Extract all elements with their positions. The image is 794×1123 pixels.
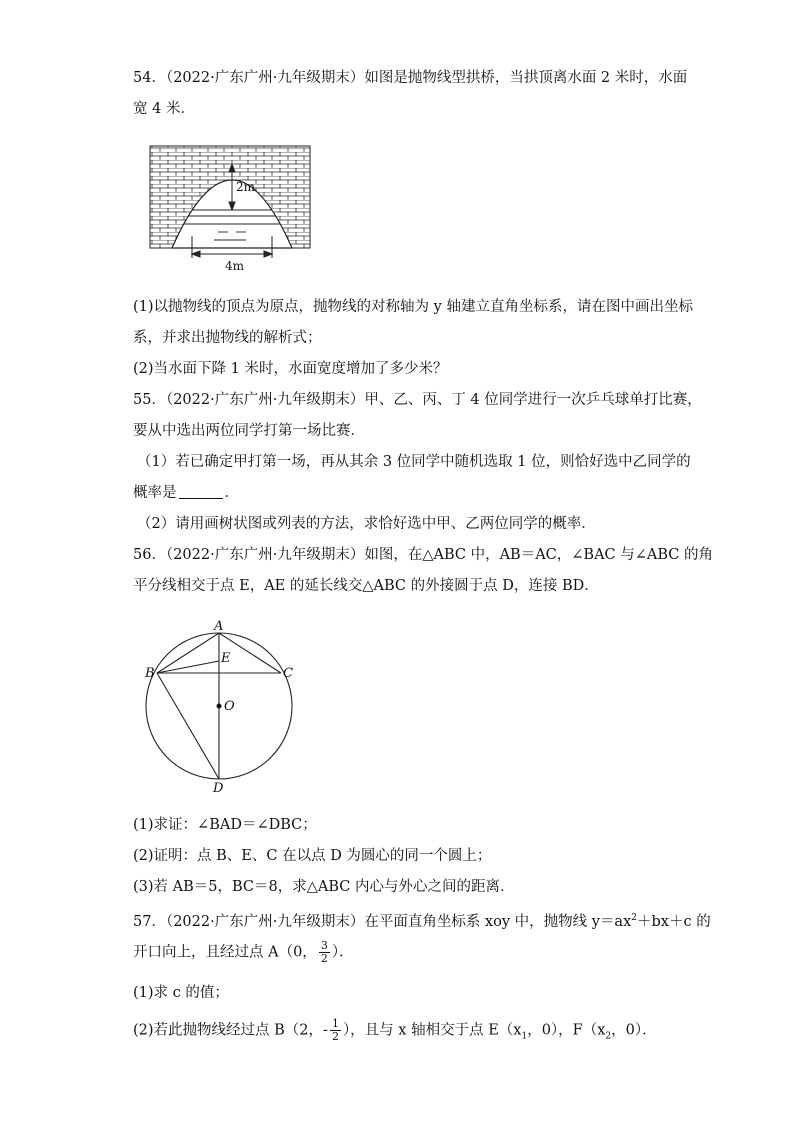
label-A: A <box>214 619 224 634</box>
bridge-arch-figure <box>148 144 316 274</box>
height-label: 2m <box>236 180 256 194</box>
q56-part3: (3)若 AB＝5，BC＝8，求△ABC 内心与外心之间的距离． <box>133 879 515 895</box>
denominator: 2 <box>320 952 328 965</box>
width-label: 4m <box>225 259 245 273</box>
q54-stem-line1: 54．（2022·广东广州·九年级期末）如图是抛物线型拱桥，当拱顶离水面 2 米时，水面 <box>133 70 688 86</box>
q57-part2-suffix: ，0）． <box>611 1022 657 1039</box>
label-O: O <box>224 699 235 714</box>
q57-part2-mid2: ，0），F（x <box>527 1022 606 1039</box>
label-B: B <box>145 666 155 681</box>
denominator: 2 <box>331 1030 339 1043</box>
fraction-three-halves <box>319 940 330 965</box>
q57-stem-line2 <box>133 940 354 965</box>
exponent: 2 <box>631 913 637 923</box>
q57-part2-mid: ），且与 x 轴相交于点 E（x <box>342 1022 522 1039</box>
label-E: E <box>221 651 231 666</box>
label-D: D <box>213 781 224 794</box>
q55-part1-prefix: 概率是 <box>133 485 177 501</box>
q57-part2 <box>133 1018 657 1047</box>
q55-part2: （2）请用画树状图或列表的方法，求恰好选中甲、乙两位同学的概率． <box>137 516 596 532</box>
q54-part1-line1: (1)以抛物线的顶点为原点，抛物线的对称轴为 y 轴建立直角坐标系，请在图中画出坐标 <box>133 299 693 315</box>
q55-stem-line1: 55．（2022·广东广州·九年级期末）甲、乙、丙、丁 4 位同学进行一次乒乓球单打比赛， <box>133 392 702 408</box>
q54-part2: (2)当水面下降 1 米时，水面宽度增加了多少米？ <box>133 361 448 377</box>
q56-stem-line2: 平分线相交于点 E，AE 的延长线交△ABC 的外接圆于点 D，连接 BD． <box>133 578 599 594</box>
label-C: C <box>283 666 293 681</box>
answer-blank[interactable] <box>179 484 223 499</box>
q57-part2-prefix: (2)若此抛物线经过点 B（2，- <box>133 1022 328 1039</box>
subscript-2: 2 <box>605 1031 612 1042</box>
q55-part1-line2 <box>133 482 239 504</box>
q57-point-a-suffix: ）． <box>331 944 354 961</box>
q57-stem-text-end: ＋bx＋c 的 <box>637 913 711 930</box>
center-point <box>217 704 222 709</box>
q54-stem-line2: 宽 4 米． <box>133 101 195 117</box>
q57-point-a-prefix: 开口向上，且经过点 A（0， <box>133 944 317 961</box>
numerator: 1 <box>331 1017 339 1030</box>
fraction-one-half <box>330 1018 341 1043</box>
subscript-1: 1 <box>521 1031 528 1042</box>
q55-stem-line2: 要从中选出两位同学打第一场比赛． <box>133 423 365 439</box>
q57-part1: (1)求 c 的值； <box>133 985 229 1001</box>
q55-part1-line1: （1）若已确定甲打第一场，再从其余 3 位同学中随机选取 1 位，则恰好选中乙同学的 <box>137 454 691 470</box>
q55-part1-suffix: ． <box>224 485 239 501</box>
q57-stem-text: 57．（2022·广东广州·九年级期末）在平面直角坐标系 xoy 中，抛物线 y＝ax <box>133 913 632 930</box>
q56-part2: (2)证明：点 B、E、C 在以点 D 为圆心的同一个圆上； <box>133 848 492 864</box>
q57-stem-line1 <box>133 907 711 933</box>
q56-stem-line1: 56．（2022·广东广州·九年级期末）如图，在△ABC 中，AB＝AC，∠BAC 与∠ABC 的角 <box>133 547 713 563</box>
numerator: 3 <box>320 939 328 952</box>
q56-part1: (1)求证：∠BAD＝∠DBC； <box>133 817 317 833</box>
circle-triangle-figure <box>140 616 300 794</box>
q54-part1-line2: 系，并求出抛物线的解析式； <box>133 330 322 346</box>
